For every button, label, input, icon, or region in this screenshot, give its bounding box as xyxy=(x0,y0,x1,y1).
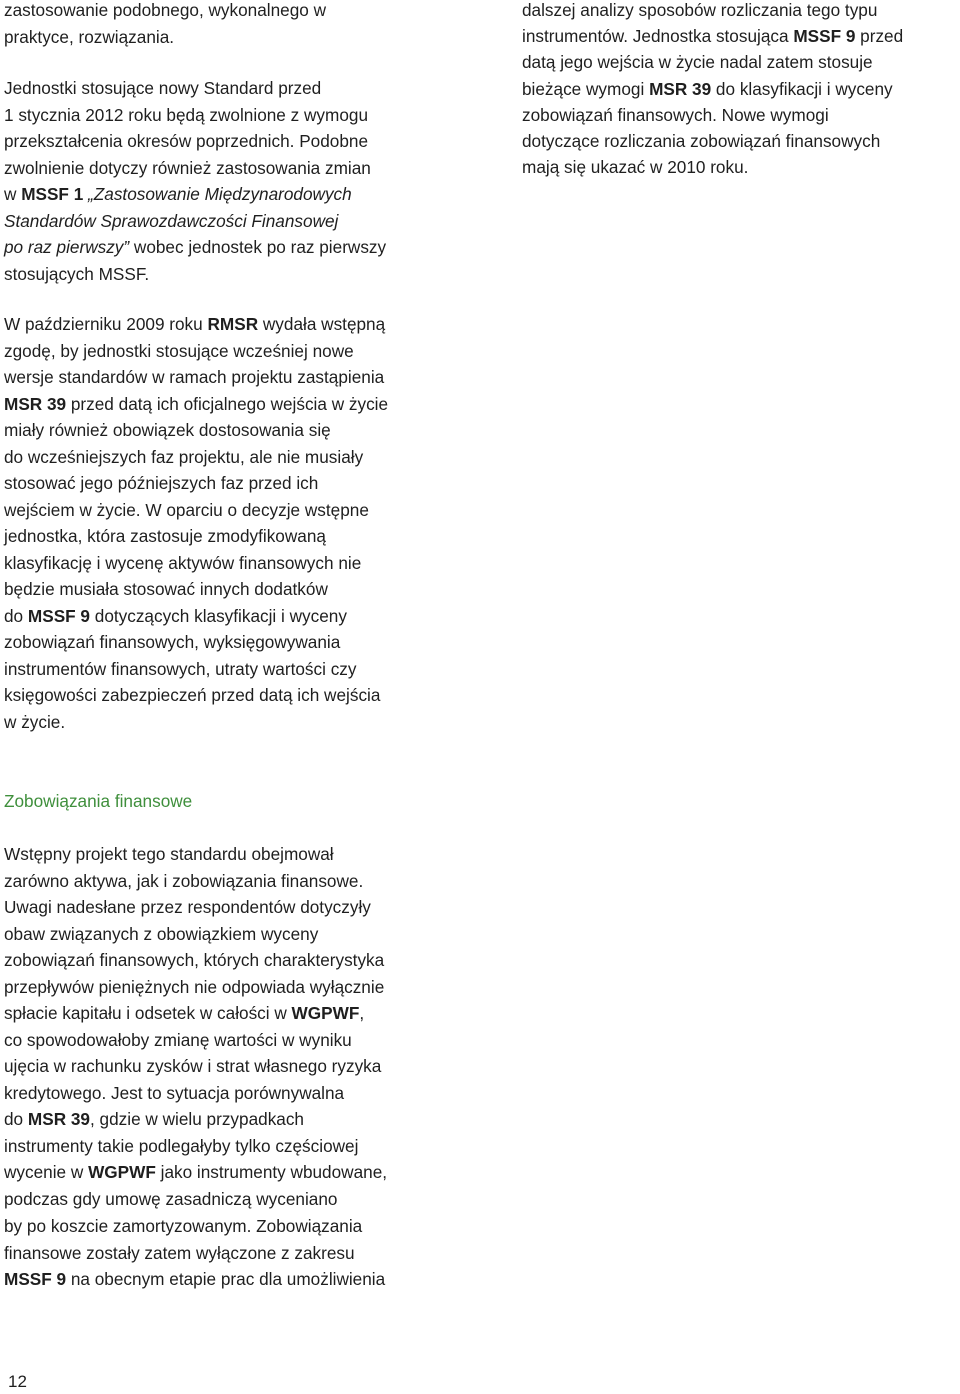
text-run: stosujących MSSF. xyxy=(4,263,150,284)
text-line xyxy=(4,497,388,524)
text-run: na obecnym etapie prac dla umożliwienia xyxy=(66,1269,386,1289)
text-run: dotyczące rozliczania zobowiązań finansowych xyxy=(522,130,881,151)
text-run: co spowodowałoby zmianę wartości w wyniku xyxy=(4,1029,352,1050)
text-run: , gdzie w wielu przypadkach xyxy=(90,1109,304,1129)
text-run: stosować jego późniejszych faz przed ich xyxy=(4,473,319,493)
text-line xyxy=(4,709,388,736)
text-line xyxy=(4,550,388,577)
text-line xyxy=(4,1159,387,1186)
text-line xyxy=(4,234,386,261)
page-number: 12 xyxy=(8,1372,27,1391)
text-run: obaw związanych z obowiązkiem wyceny xyxy=(4,923,319,944)
text-run: księgowości zabezpieczeń przed datą ich wejścia xyxy=(4,685,381,705)
text-run: do klasyfikacji i wyceny xyxy=(711,78,893,99)
text-line xyxy=(4,1053,387,1080)
text-line xyxy=(4,444,388,471)
text-run: w xyxy=(4,184,22,204)
text-line xyxy=(4,102,386,129)
text-line xyxy=(4,1080,387,1107)
text-line xyxy=(4,868,387,895)
text-run: bieżące wymogi xyxy=(522,78,650,99)
text-run: w życie. xyxy=(4,711,66,732)
text-run: jednostka, która zastosuje zmodyfikowaną xyxy=(4,526,326,546)
text-line xyxy=(4,470,388,497)
text-line xyxy=(4,603,388,630)
text-run: jako instrumenty wbudowane, xyxy=(155,1162,388,1182)
text-run: wersje standardów w ramach projektu zastąpienia xyxy=(4,367,385,387)
text-run: zobowiązań finansowych. Nowe wymogi xyxy=(522,104,829,125)
text-line xyxy=(4,1266,385,1293)
text-run: instrumenty takie podlegałyby tylko częściowej xyxy=(4,1135,359,1156)
text-run: zobowiązań finansowych, których charakterystyka xyxy=(4,950,385,970)
text-line xyxy=(4,155,386,182)
text-run: zgodę, by jednostki stosujące wcześniej nowe xyxy=(4,340,354,361)
text-line xyxy=(4,921,387,948)
text-run: datą jego wejścia w życie nadal zatem stosuje xyxy=(522,52,873,73)
text-line xyxy=(4,208,386,235)
text-run: instrumentów. Jednostka stosująca xyxy=(522,26,794,47)
text-line xyxy=(522,0,903,23)
text-line xyxy=(4,311,388,338)
text-line xyxy=(4,261,386,288)
text-line xyxy=(4,1106,387,1133)
bold-term: MSSF 9 xyxy=(27,605,90,626)
text-run: do xyxy=(4,1109,28,1129)
text-run: wydała wstępną xyxy=(258,314,386,334)
paragraph-exclusion xyxy=(4,1213,385,1293)
text-run: podczas gdy umowę zasadniczą wyceniano xyxy=(4,1188,338,1209)
text-line xyxy=(4,75,386,102)
italic-text: „Zastosowanie Międzynarodowych xyxy=(88,184,352,204)
paragraph-exemption xyxy=(4,75,386,287)
text-run: spłacie kapitału i odsetek w całości w xyxy=(4,1003,292,1023)
text-run: Jednostki stosujące nowy Standard przed xyxy=(4,78,322,98)
text-run: dalszej analizy sposobów rozliczania tego typu xyxy=(522,0,878,20)
text-run: przed datą ich oficjalnego wejścia w życie xyxy=(66,393,389,414)
text-run: przekształcenia okresów poprzednich. Podobne xyxy=(4,131,369,151)
text-run: kredytowego. Jest to sytuacja porównywalna xyxy=(4,1082,345,1103)
text-run: wycenie w xyxy=(4,1162,89,1182)
text-run: do xyxy=(4,605,28,626)
text-line: praktyce, rozwiązania. xyxy=(4,26,175,47)
text-run: wobec jednostek po raz pierwszy xyxy=(129,237,387,257)
text-run: wejściem w życie. W oparciu o decyzje wstępne xyxy=(4,499,369,520)
bold-term: MSSF 9 xyxy=(793,26,856,47)
text-run: miały również obowiązek dostosowania się xyxy=(4,420,331,440)
text-line xyxy=(4,128,386,155)
text-line xyxy=(522,154,903,180)
bold-term: RMSR xyxy=(207,314,259,334)
text-line xyxy=(4,974,387,1001)
text-run: mają się ukazać w 2010 roku. xyxy=(522,157,749,178)
text-run: zarówno aktywa, jak i zobowiązania finansowe. xyxy=(4,870,364,891)
text-line: zastosowanie podobnego, wykonalnego w xyxy=(4,0,327,20)
text-run: finansowe zostały zatem wyłączone z zakresu xyxy=(4,1242,355,1263)
text-line xyxy=(4,682,388,709)
text-line xyxy=(4,338,388,365)
text-line xyxy=(4,894,387,921)
text-line xyxy=(4,1133,387,1160)
text-line xyxy=(4,523,388,550)
text-run: , xyxy=(359,1003,365,1023)
text-line xyxy=(522,49,903,75)
bold-term: WGPWF xyxy=(291,1003,360,1023)
text-run: do wcześniejszych faz projektu, ale nie musiały xyxy=(4,446,364,467)
text-run: klasyfikację i wycenę aktywów finansowych nie xyxy=(4,552,362,573)
paragraph-intro-continuation xyxy=(4,0,326,50)
bold-term: MSSF 1 xyxy=(21,184,84,204)
text-run: Uwagi nadesłane przez respondentów dotyczyły xyxy=(4,897,371,917)
text-line xyxy=(4,947,387,974)
text-run: zobowiązań finansowych, wyksięgowywania xyxy=(4,632,341,652)
text-line xyxy=(4,391,388,418)
text-line xyxy=(4,1027,387,1054)
text-line xyxy=(522,76,903,102)
text-run: ujęcia w rachunku zysków i strat własnego ryzyka xyxy=(4,1056,382,1076)
italic-text: Standardów Sprawozdawczości Finansowej xyxy=(4,210,339,231)
text-run: zwolnienie dotyczy również zastosowania zmian xyxy=(4,157,371,178)
paragraph-financial-liabilities xyxy=(4,841,387,1212)
text-line xyxy=(4,656,388,683)
text-line xyxy=(522,128,903,154)
text-line xyxy=(4,181,386,208)
text-line xyxy=(4,576,388,603)
text-line xyxy=(4,1213,385,1240)
text-line xyxy=(4,1240,385,1267)
bold-term: MSR 39 xyxy=(649,78,712,99)
section-heading: Zobowiązania finansowe xyxy=(4,791,193,811)
bold-term: MSSF 9 xyxy=(4,1269,67,1289)
text-run: 1 stycznia 2012 roku będą zwolnione z wymogu xyxy=(4,104,369,125)
text-line xyxy=(4,364,388,391)
text-line xyxy=(522,23,903,49)
text-line xyxy=(4,629,388,656)
text-run: instrumentów finansowych, utraty wartości czy xyxy=(4,658,357,679)
italic-text: po raz pierwszy” xyxy=(4,237,130,257)
text-line xyxy=(4,841,387,868)
paragraph-further-analysis xyxy=(522,0,903,180)
text-line xyxy=(4,1000,387,1027)
text-run: dotyczących klasyfikacji i wyceny xyxy=(89,605,347,626)
text-run: by po koszcie zamortyzowanym. Zobowiązania xyxy=(4,1216,363,1236)
bold-term: MSR 39 xyxy=(4,393,67,414)
text-run: przepływów pieniężnych nie odpowiada wyłącznie xyxy=(4,976,385,997)
text-run: Wstępny projekt tego standardu obejmował xyxy=(4,844,334,864)
text-line xyxy=(522,102,903,128)
bold-term: WGPWF xyxy=(88,1162,156,1182)
text-line xyxy=(4,1186,387,1213)
text-line xyxy=(4,417,388,444)
text-run: będzie musiała stosować innych dodatków xyxy=(4,579,328,599)
bold-term: MSR 39 xyxy=(27,1109,90,1129)
text-run: przed xyxy=(855,26,904,47)
text-run: W październiku 2009 roku xyxy=(4,314,208,334)
paragraph-rmsr-decision xyxy=(4,311,388,735)
